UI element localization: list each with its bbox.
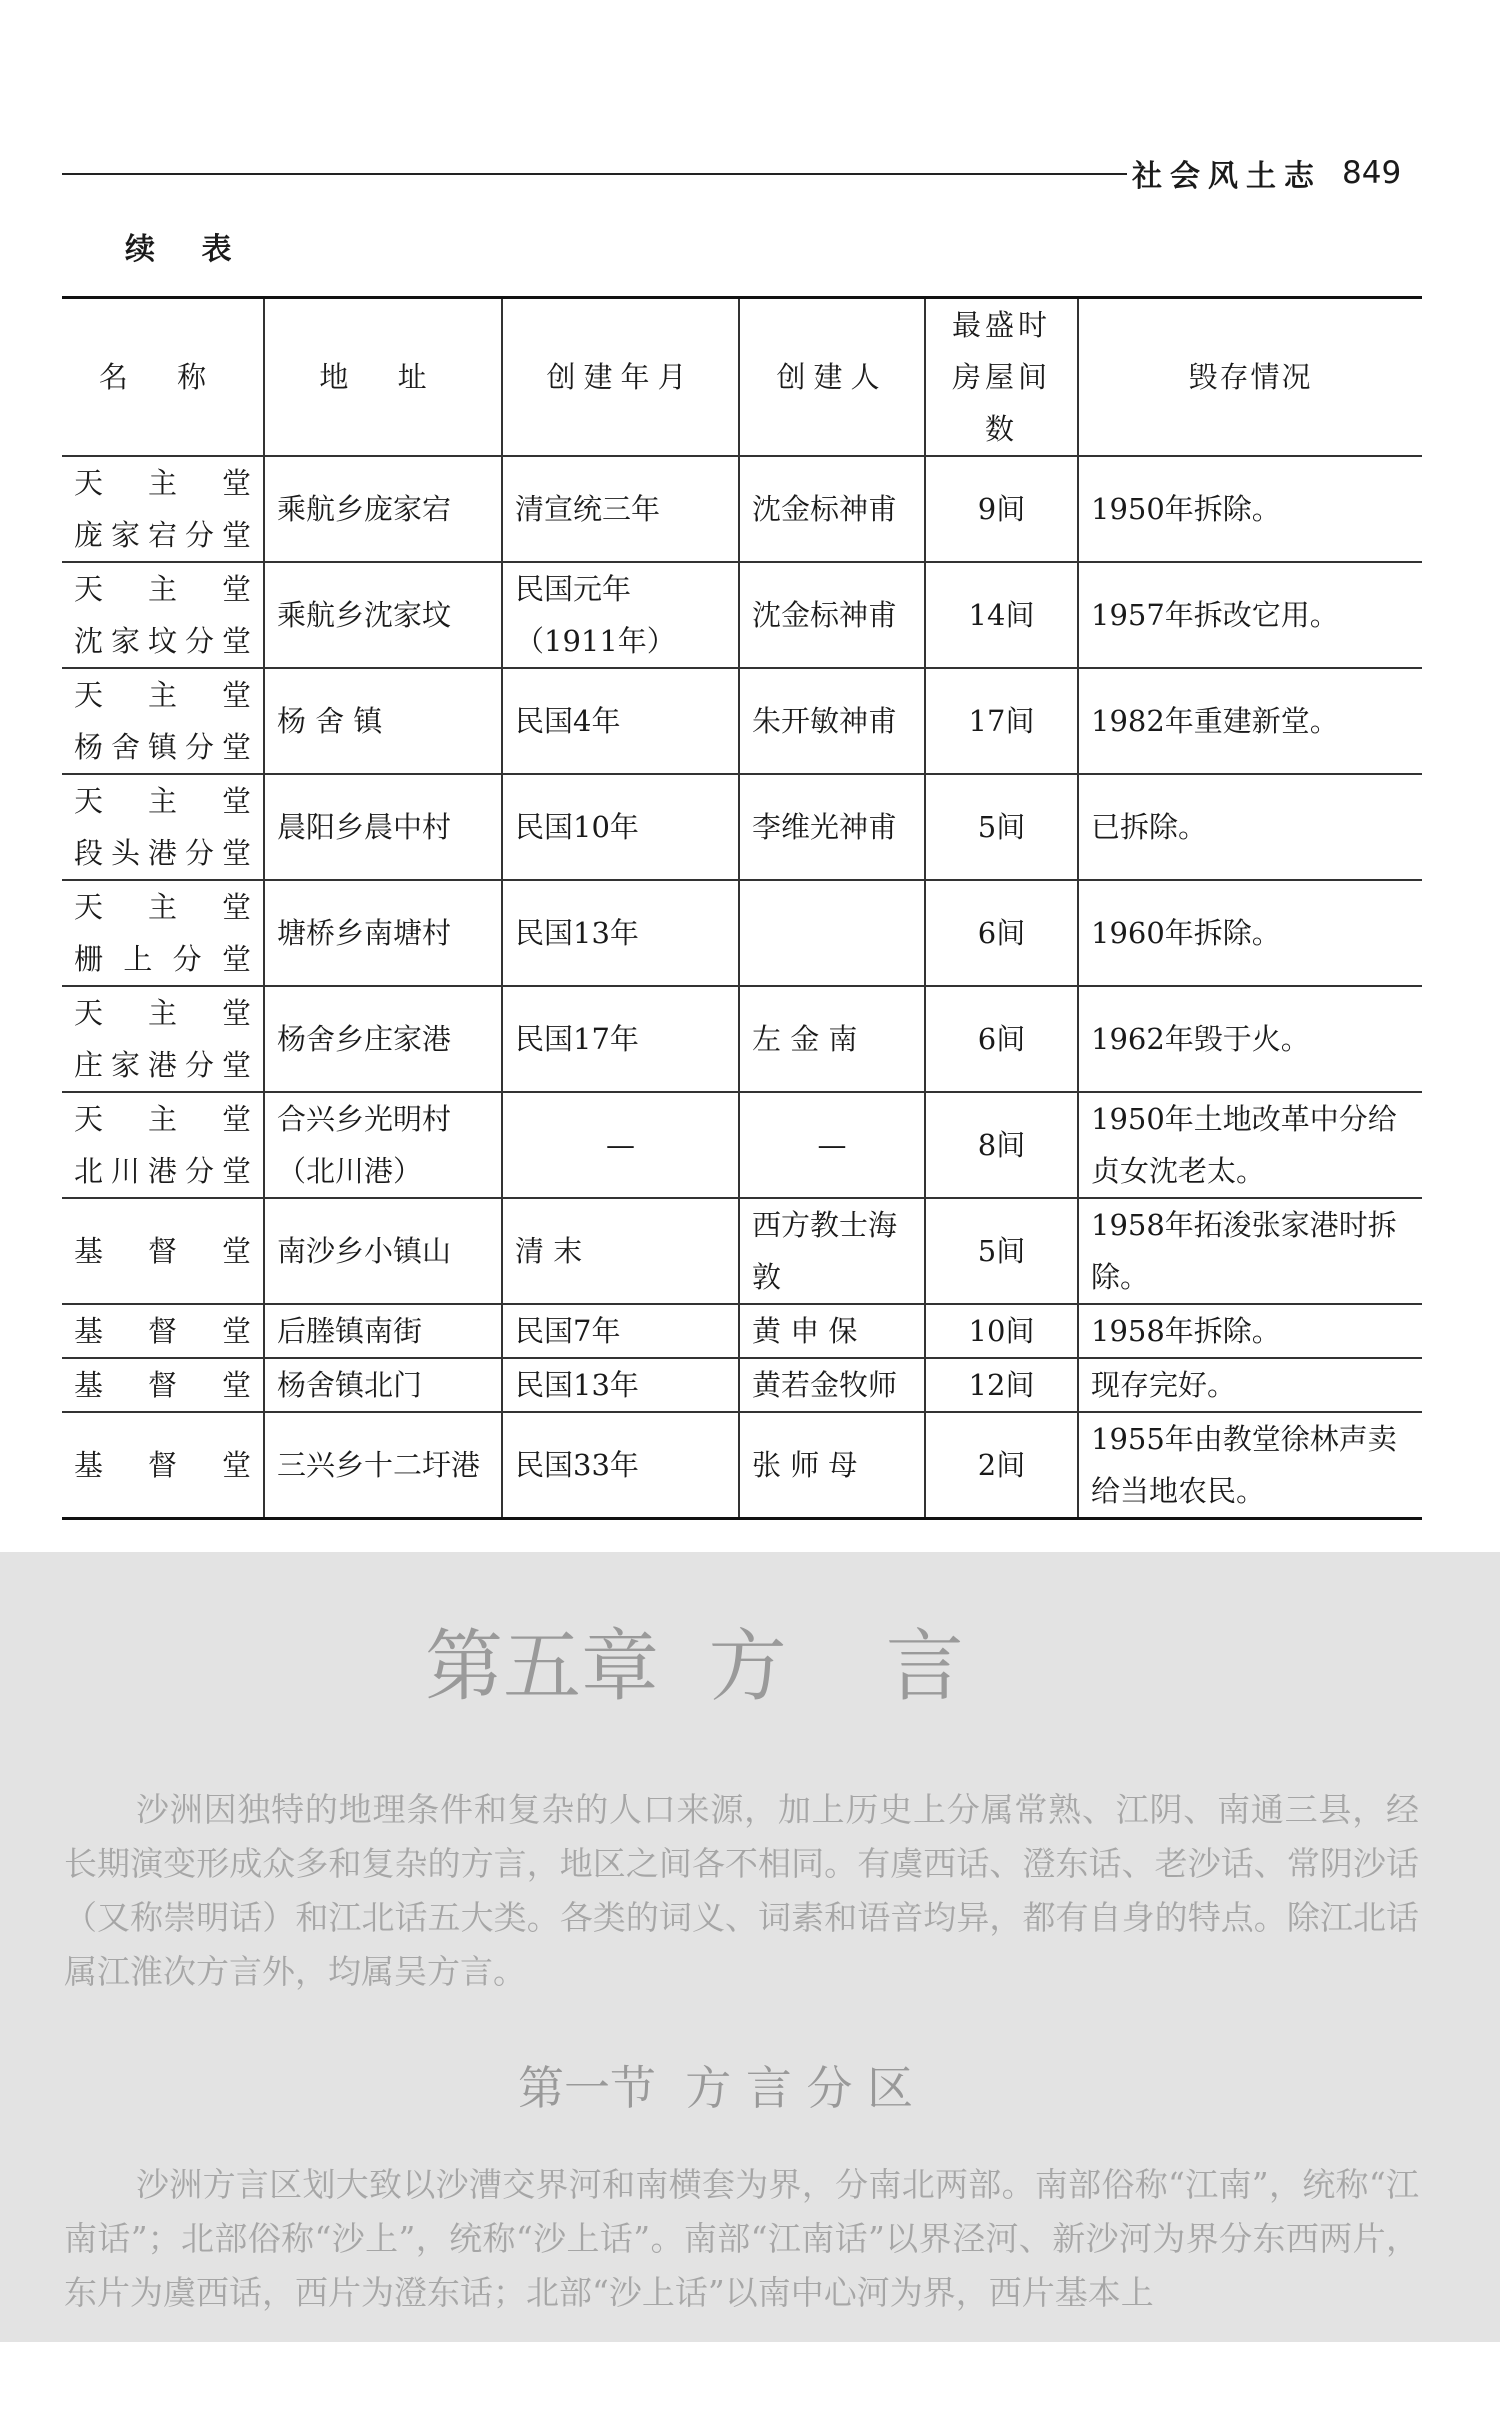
cell-name: [62, 562, 264, 668]
header-rule: [62, 173, 1127, 175]
cell-rooms: 6间: [925, 880, 1078, 986]
table-row: [62, 1358, 1422, 1412]
table-caption: 续 表: [125, 232, 250, 267]
cell-status: 1982年重建新堂。: [1078, 668, 1422, 774]
church-type: 基 督 堂: [74, 1448, 251, 1482]
cell-rooms: 12间: [925, 1358, 1078, 1412]
cell-address: 杨 舍 镇: [264, 668, 502, 774]
cell-name: [62, 456, 264, 562]
branch-name: 段头港分堂: [74, 836, 251, 870]
cell-address: 乘航乡庞家宕: [264, 456, 502, 562]
branch-name: 庞家宕分堂: [74, 518, 251, 552]
cell-address: 后塍镇南街: [264, 1304, 502, 1358]
cell-date: 民国7年: [502, 1304, 739, 1358]
cell-founder: 沈金标神甫: [739, 456, 925, 562]
cell-rooms: 14间: [925, 562, 1078, 668]
branch-name: 庄家港分堂: [74, 1048, 251, 1082]
church-type: 天 主 堂: [74, 466, 251, 500]
cell-date: 清宣统三年: [502, 456, 739, 562]
cell-rooms: 17间: [925, 668, 1078, 774]
church-type: 基 督 堂: [74, 1314, 251, 1348]
church-type: 天 主 堂: [74, 1102, 251, 1136]
cell-address: 合兴乡光明村 （北川港）: [264, 1092, 502, 1198]
header-founder: 创建人: [739, 298, 925, 457]
table-row: [62, 986, 1422, 1092]
header-rooms: 最盛时 房屋间数: [925, 298, 1078, 457]
church-table: [62, 296, 1422, 1520]
cell-rooms: 2间: [925, 1412, 1078, 1519]
cell-name: [62, 774, 264, 880]
cell-date: 民国17年: [502, 986, 739, 1092]
cell-founder: [739, 880, 925, 986]
cell-rooms: 5间: [925, 1198, 1078, 1304]
table-row: [62, 562, 1422, 668]
cell-status: 现存完好。: [1078, 1358, 1422, 1412]
cell-rooms: 9间: [925, 456, 1078, 562]
cell-founder: 朱开敏神甫: [739, 668, 925, 774]
cell-status: 1957年拆改它用。: [1078, 562, 1422, 668]
table-row: [62, 1304, 1422, 1358]
chapter-title: 第五章 方 言: [425, 1622, 964, 1712]
church-type: 基 督 堂: [74, 1368, 251, 1402]
cell-address: 晨阳乡晨中村: [264, 774, 502, 880]
cell-status: 1950年拆除。: [1078, 456, 1422, 562]
table-row: [62, 668, 1422, 774]
header-date: 创建年月: [502, 298, 739, 457]
table-row: [62, 1198, 1422, 1304]
cell-rooms: 5间: [925, 774, 1078, 880]
cell-name: [62, 1198, 264, 1304]
cell-date: 民国13年: [502, 1358, 739, 1412]
cell-date: 民国13年: [502, 880, 739, 986]
branch-name: 北川港分堂: [74, 1154, 251, 1188]
header-name: 名 称: [62, 298, 264, 457]
cell-name: [62, 1304, 264, 1358]
cell-status: 1950年土地改革中分给贞女沈老太。: [1078, 1092, 1422, 1198]
table-row: [62, 456, 1422, 562]
table-row: [62, 1092, 1422, 1198]
branch-name: 沈家坟分堂: [74, 624, 251, 658]
cell-date: 民国元年 （1911年）: [502, 562, 739, 668]
table-header-row: [62, 298, 1422, 457]
church-type: 天 主 堂: [74, 996, 251, 1030]
cell-address: 塘桥乡南塘村: [264, 880, 502, 986]
cell-rooms: 10间: [925, 1304, 1078, 1358]
cell-name: [62, 668, 264, 774]
cell-founder: 张 师 母: [739, 1412, 925, 1519]
cell-date: 民国4年: [502, 668, 739, 774]
cell-name: [62, 880, 264, 986]
cell-status: 1958年拆除。: [1078, 1304, 1422, 1358]
paragraph-intro: 沙洲因独特的地理条件和复杂的人口来源，加上历史上分属常熟、江阴、南通三县，经长期演变形成众多和复杂的方言，地区之间各不相同。有虞西话、澄东话、老沙话、常阴沙话（又称崇明话）和江北话五大类。各类的词义、词素和语音均异，都有自身的特点。除江北话属江淮次方言外，均属吴方言。: [64, 1790, 1419, 1991]
running-head: [1132, 150, 1402, 196]
cell-founder: —: [739, 1092, 925, 1198]
church-type: 天 主 堂: [74, 678, 251, 712]
cell-founder: 西方教士海敦: [739, 1198, 925, 1304]
page-number: 849: [1342, 155, 1402, 191]
church-type: 天 主 堂: [74, 890, 251, 924]
cell-name: [62, 986, 264, 1092]
branch-name: 栅 上 分 堂: [74, 942, 251, 976]
church-type: 天 主 堂: [74, 572, 251, 606]
cell-founder: 李维光神甫: [739, 774, 925, 880]
cell-date: —: [502, 1092, 739, 1198]
cell-address: 三兴乡十二圩港: [264, 1412, 502, 1519]
cell-founder: 沈金标神甫: [739, 562, 925, 668]
cell-address: 杨舍乡庄家港: [264, 986, 502, 1092]
church-type: 天 主 堂: [74, 784, 251, 818]
cell-founder: 左 金 南: [739, 986, 925, 1092]
section-title: 第一节 方 言 分 区: [518, 2061, 914, 2115]
cell-status: 已拆除。: [1078, 774, 1422, 880]
table-row: [62, 880, 1422, 986]
cell-founder: 黄 申 保: [739, 1304, 925, 1358]
cell-date: 清 末: [502, 1198, 739, 1304]
cell-rooms: 6间: [925, 986, 1078, 1092]
table-row: [62, 774, 1422, 880]
running-title: 社会风土志: [1132, 159, 1322, 194]
cell-rooms: 8间: [925, 1092, 1078, 1198]
cell-name: [62, 1358, 264, 1412]
cell-address: 南沙乡小镇山: [264, 1198, 502, 1304]
cell-date: 民国10年: [502, 774, 739, 880]
cell-status: 1960年拆除。: [1078, 880, 1422, 986]
cell-name: [62, 1412, 264, 1519]
paragraph-dialect-regions: 沙洲方言区划大致以沙漕交界河和南横套为界，分南北两部。南部俗称“江南”，统称“江南话”；北部俗称“沙上”，统称“沙上话”。南部“江南话”以界泾河、新沙河为界分东西两片，东片为虞西话，西片为澄东话；北部“沙上话”以南中心河为界，西片基本上: [64, 2165, 1419, 2312]
cell-status: 1955年由教堂徐林声卖给当地农民。: [1078, 1412, 1422, 1519]
header-status: 毁存情况: [1078, 298, 1422, 457]
header-address: 地 址: [264, 298, 502, 457]
church-type: 基 督 堂: [74, 1234, 251, 1268]
table-row: [62, 1412, 1422, 1519]
cell-name: [62, 1092, 264, 1198]
scanned-next-page-area: [0, 1552, 1500, 2342]
cell-status: 1962年毁于火。: [1078, 986, 1422, 1092]
cell-date: 民国33年: [502, 1412, 739, 1519]
cell-address: 乘航乡沈家坟: [264, 562, 502, 668]
cell-address: 杨舍镇北门: [264, 1358, 502, 1412]
branch-name: 杨舍镇分堂: [74, 730, 251, 764]
cell-founder: 黄若金牧师: [739, 1358, 925, 1412]
cell-status: 1958年拓浚张家港时拆除。: [1078, 1198, 1422, 1304]
